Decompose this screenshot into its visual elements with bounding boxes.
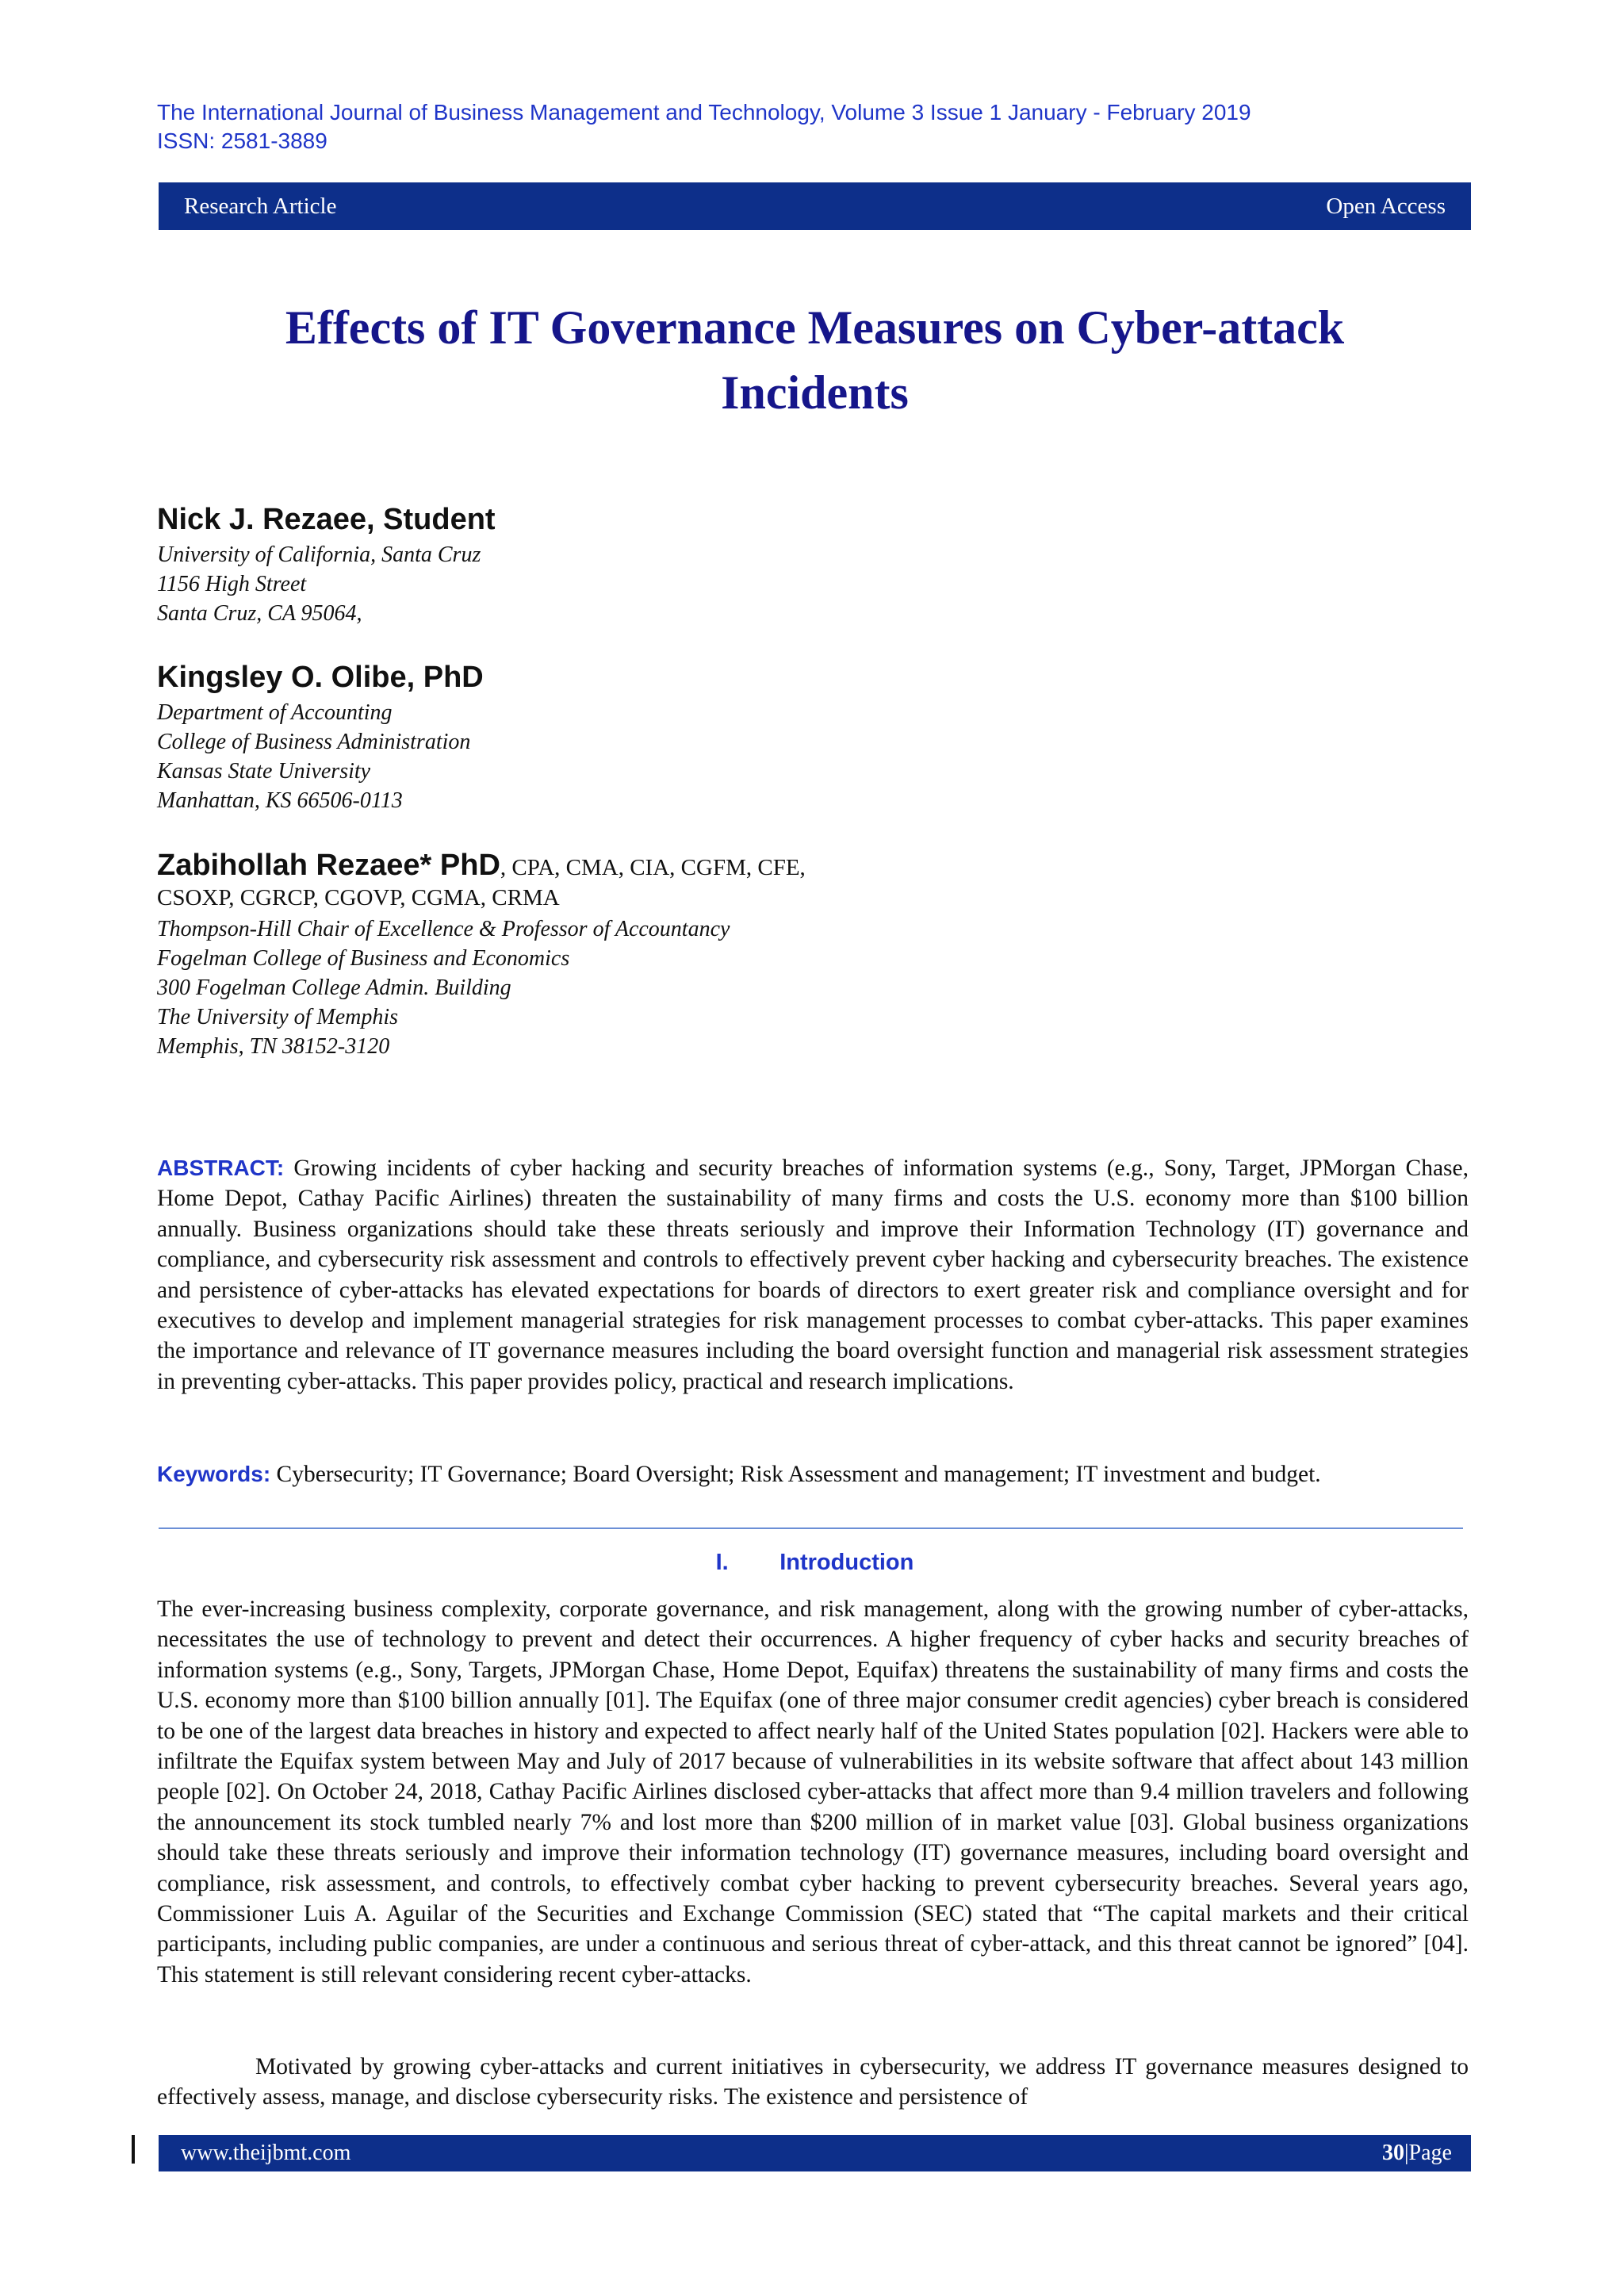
body-paragraph: The ever-increasing business complexity, corporate governance, and risk management, along with the growing number of cyber-attacks, necessitates the use of technology to prevent and detect their occurrences. A higher frequency of cyber hacks and security breaches of information systems (e.g., Sony, Targets, JPMorgan Chase, Home Depot, Equifax) threatens the sustainability of many firms and costs the U.S. economy more than $100 billion annually [01]. The Equifax (one of three major consumer credit agencies) cyber breach is considered to be one of the largest data breaches in history and expected to affect nearly half of the United States population [02]. Hackers were able to infiltrate the Equifax system between May and July of 2017 because of vulnerabilities in its website software that affect about 143 million people [02]. On October 24, 2018, Cathay Pacific Airlines disclosed cyber-attacks that affect more than 9.4 million travelers and following the announcement its stock tumbled nearly 7% and lost more than $200 million of in market value [03]. Global business organizations should take these threats seriously and improve their information technology (IT) governance measures, including board oversight and compliance, risk assessment, and controls, to effectively combat cyber hacking to prevent cybersecurity breaches. Several years ago, Commissioner Luis A. Aguilar of the Securities and Exchange Commission (SEC) stated that “The capital markets and their critical participants, including public companies, are under a continuous and serious threat of cyber-attack, and this threat cannot be ignored” [04]. This statement is still relevant considering recent cyber-attacks. <box>157 1596 1469 1987</box>
affiliation-line: Department of Accounting <box>157 700 393 725</box>
keywords-label: Keywords: <box>157 1462 271 1486</box>
access-label: Open Access <box>1326 193 1446 219</box>
title-line: Incidents <box>721 366 909 419</box>
affiliation-line: Fogelman College of Business and Economics <box>157 946 570 971</box>
abstract-label: ABSTRACT: <box>157 1156 285 1180</box>
issn: ISSN: 2581-3889 <box>157 128 327 153</box>
change-bar <box>132 2135 135 2164</box>
journal-citation: The International Journal of Business Management and Technology, Volume 3 Issue 1 January - February 2019 <box>157 100 1251 125</box>
footer-band <box>159 2135 1471 2171</box>
section-heading <box>159 1550 1471 1576</box>
author-name: Kingsley O. Olibe, PhD <box>157 661 484 694</box>
paper-title <box>159 295 1471 425</box>
author-name: Zabihollah Rezaee* PhD <box>157 849 500 882</box>
keywords <box>157 1459 1469 1489</box>
author-affiliation <box>157 914 730 1061</box>
author-affiliation <box>157 540 481 628</box>
abstract-text: Growing incidents of cyber hacking and security breaches of information systems (e.g., Sony, Target, JPMorgan Chase, Home Depot, Cathay Pacific Airlines) threaten the sustainability of many firms and costs the U.S. economy more than $100 billion annually. Business organizations should take these threats seriously and improve their Information Technology (IT) governance and compliance, and cybersecurity risk assessment and controls to effectively prevent cyber hacking and cybersecurity breaches. The existence and persistence of cyber-attacks has elevated expectations for boards of directors to exert greater risk and compliance oversight and for executives to develop and implement managerial strategies for risk management processes to combat cyber-attacks. This paper examines the importance and relevance of IT governance measures including the board oversight function and managerial risk assessment strategies in preventing cyber-attacks. This paper provides policy, practical and research implications. <box>157 1156 1469 1394</box>
affiliation-line: College of Business Administration <box>157 730 471 754</box>
affiliation-line: University of California, Santa Cruz <box>157 542 481 567</box>
author-credentials: , CPA, CMA, CIA, CGFM, CFE, <box>500 855 806 880</box>
author-affiliation <box>157 698 470 815</box>
author-credentials-line: CSOXP, CGRCP, CGOVP, CGMA, CRMA <box>157 885 560 910</box>
section-divider <box>159 1527 1463 1529</box>
affiliation-line: Manhattan, KS 66506-0113 <box>157 788 403 813</box>
keywords-text: Cybersecurity; IT Governance; Board Oversight; Risk Assessment and management; IT investment and budget. <box>276 1462 1321 1487</box>
affiliation-line: 300 Fogelman College Admin. Building <box>157 976 511 1000</box>
abstract <box>157 1153 1469 1397</box>
section-number: I. <box>715 1550 729 1575</box>
title-line: Effects of IT Governance Measures on Cyber-attack <box>285 301 1345 354</box>
author-name-with-credentials <box>157 849 806 883</box>
body-paragraph: Motivated by growing cyber-attacks and current initiatives in cybersecurity, we address IT governance measures designed to effectively assess, manage, and disclose cybersecurity risks. The existence and persistence of <box>157 2054 1469 2110</box>
author-name: Nick J. Rezaee, Student <box>157 503 496 536</box>
section-title: Introduction <box>779 1550 914 1575</box>
article-type: Research Article <box>184 193 337 219</box>
article-header-band <box>159 182 1471 230</box>
affiliation-line: Santa Cruz, CA 95064, <box>157 601 362 626</box>
page-number <box>1382 2141 1452 2166</box>
affiliation-line: Kansas State University <box>157 759 371 784</box>
affiliation-line: The University of Memphis <box>157 1005 399 1029</box>
affiliation-line: 1156 High Street <box>157 572 307 596</box>
affiliation-line: Thompson-Hill Chair of Excellence & Professor of Accountancy <box>157 917 730 941</box>
page-label: |Page <box>1404 2141 1452 2165</box>
footer-url[interactable]: www.theijbmt.com <box>181 2141 351 2165</box>
affiliation-line: Memphis, TN 38152-3120 <box>157 1034 390 1059</box>
page-number-value: 30 <box>1381 2141 1404 2165</box>
